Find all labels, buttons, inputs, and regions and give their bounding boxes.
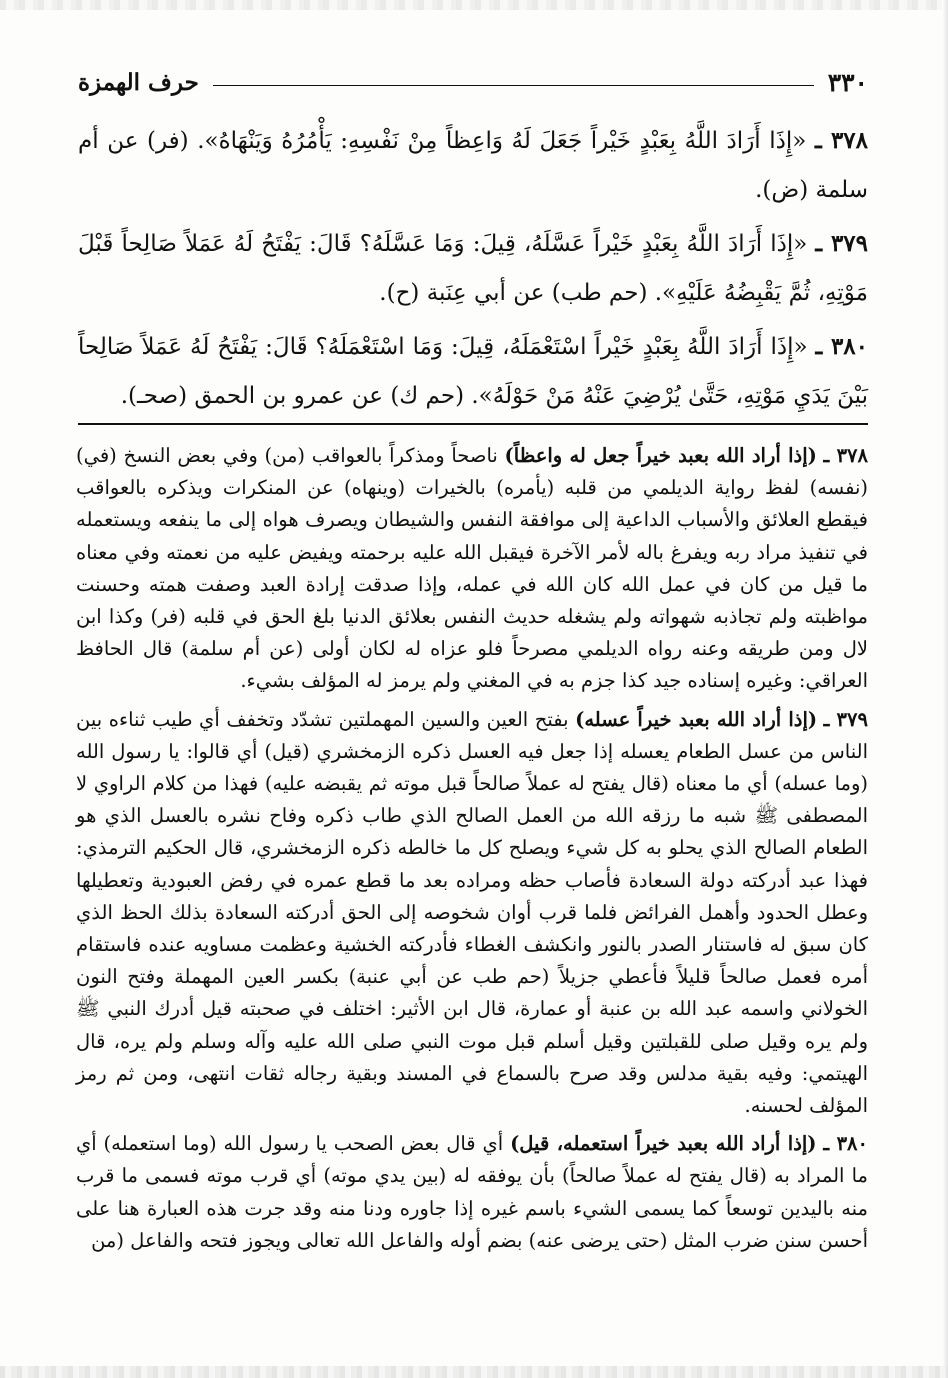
hadith-entry — [78, 116, 868, 215]
hadith-text-section — [78, 116, 868, 425]
running-header — [78, 62, 868, 102]
commentary-entry — [76, 440, 868, 698]
commentary-text: بفتح العين والسين المهملتين تشدّد وتخفف أي طيب ثناءه بين الناس من عسل الطعام يعسله إذا جعل فيه العسل ذكره الزمخشري (قيل) أي قالوا: يا رسول الله (وما عسله) أي ما معناه (قال يفتح له عملاً صالحاً قبل موته ثم يقبضه عليه) فهذا من كلام الراوي لا المصطفى ﷺ شبه ما رزقه الله من العمل الصالح الذي طاب ذكره وفاح نشره بالعسل الذي هو الطعام الصالح الذي يحلو به كل شيء ويصلح كل ما خالطه ذكره الزمخشري، قال الحكيم الترمذي: فهذا عبد أدركته دولة السعادة فأصاب حظه ومراده بعد ما قطع عمره في رفض العبودية وتعطيلها وعطل الحدود وأهمل الفرائض فلما قرب أوان شخوصه إلى الحق أدركته السعادة بذلك الحظ الذي كان سبق له فاستنار الصدر بالنور وانكشف الغطاء فأدركته الخشية وعظمت مساويه عنده فاستقام أمره فعمل صالحاً قليلاً فأعطي جزيلاً (حم طب عن أبي عنبة) بكسر العين المهملة وفتح النون الخولاني واسمه عبد الله بن عنبة أو عمارة، قال ابن الأثير: اختلف في صحبته قيل أدرك النبي ﷺ ولم يره وقيل صلى للقبلتين وقيل أسلم قبل موت النبي صلى الله عليه وآله وسلم ولم يره، قال الهيتمي: وفيه بقية مدلس وقد صرح بالسماع في المسند وبقية رجاله ثقات انتهى، ومن ثم رمز المؤلف لحسنه. — [76, 707, 868, 1118]
hadith-number: ٣٧٨ ـ — [814, 127, 869, 154]
page-number: ٣٣٠ — [827, 67, 868, 97]
hadith-number: ٣٧٩ ـ — [815, 230, 869, 257]
hadith-entry — [78, 219, 868, 318]
header-rule — [213, 85, 814, 86]
section-divider — [78, 423, 868, 425]
commentary-text: ناصحاً ومذكراً بالعواقب (من) وفي بعض النسخ (في) (نفسه) لفظ رواية الديلمي من قلبه (يأمره) بالخيرات (وينهاه) عن المنكرات ويذكره بالعواقب فيقطع العلائق والأسباب الداعية إلى موافقة النفس والشيطان ويصرف هواه إلى ما ينفعه ويستعمله في تنفيذ مراد ربه ويفرغ باله لأمر الآخرة فيقبل الله عليه برحمته ويفيض عليه من نعمته وفي معناه ما قيل من كان في عمل الله كان الله في عمله، وإذا صدقت إرادة العبد وصفت همته وحسنت مواظبته ولم تجاذبه شهواته ولم يشغله حديث النفس بعلائق الدنيا بلغ الحق في قلبه (فر) وكذا ابن لال ومن طريقه وعنه رواه الديلمي مصرحاً فلو عزاه له لكان أولى (عن أم سلمة) قال الحافظ العراقي: وغيره إسناده جيد كذا جزم به في المغني ولم يرمز له المؤلف بشيء. — [76, 444, 868, 693]
commentary-text: أي قال بعض الصحب يا رسول الله (وما استعمله) أي ما المراد به (قال يفتح له عملاً صالحاً) بأن يوفقه له (بين يدي موته) أي قرب موته فسمى ما قرب منه باليدين توسعاً كما يسمى الشيء باسم غيره إذا جاوره ودنا منه وقد جرت هذه العبارة هنا على أحسن سنن ضرب المثل (حتى يرضى عنه) بضم أوله والفاعل الله تعالى ويجوز فتحه والفاعل (من — [76, 1132, 868, 1252]
commentary-lead: (إذا أراد الله بعبد خيراً استعمله، قيل) — [510, 1132, 817, 1156]
hadith-entry — [78, 322, 868, 421]
commentary-entry — [76, 704, 868, 1123]
commentary-section — [76, 440, 868, 1263]
commentary-number: ٣٧٩ ـ — [823, 707, 868, 731]
commentary-entry — [76, 1128, 868, 1257]
commentary-lead: (إذا أراد الله بعبد خيراً جعل له واعظاً) — [504, 444, 817, 467]
hadith-text: «إِذَا أَرَادَ اللَّهُ بِعَبْدٍ خَيْراً عَسَّلَهُ، قِيلَ: وَمَا عَسَّلَهُ؟ قَالَ: يَفْتَحُ لَهُ عَمَلاً صَالِحاً قَبْلَ مَوْتِهِ، ثُمَّ يَقْبِضُهُ عَلَيْهِ». (حم طب) عن أبي عِنَبة (ح). — [78, 231, 868, 306]
scan-edge-bottom — [0, 1366, 948, 1378]
hadith-number: ٣٨٠ ـ — [815, 333, 869, 360]
scan-edge-top — [0, 0, 948, 10]
scan-edge-right — [942, 0, 948, 1378]
hadith-text: «إِذَا أَرَادَ اللَّهُ بِعَبْدٍ خَيْراً جَعَلَ لَهُ وَاعِظاً مِنْ نَفْسِهِ: يَأْمُرُهُ وَيَنْهَاهُ». (فر) عن أم سلمة (ض). — [78, 128, 868, 203]
commentary-number: ٣٨٠ ـ — [823, 1132, 868, 1156]
commentary-lead: (إذا أراد الله بعبد خيراً عسله) — [575, 707, 818, 731]
commentary-number: ٣٧٨ ـ — [823, 444, 868, 467]
hadith-text: «إِذَا أَرَادَ اللَّهُ بِعَبْدٍ خَيْراً اسْتَعْمَلَهُ، قِيلَ: وَمَا اسْتَعْمَلَهُ؟ قَالَ: يَفْتَحُ لَهُ عَمَلاً صَالِحاً بَيْنَ يَدَيِ مَوْتِهِ، حَتَّىٰ يُرْضِيَ عَنْهُ مَنْ حَوْلَهُ». (حم ك) عن عمرو بن الحمق (صحـ). — [78, 334, 868, 409]
chapter-title: حرف الهمزة — [78, 68, 199, 96]
